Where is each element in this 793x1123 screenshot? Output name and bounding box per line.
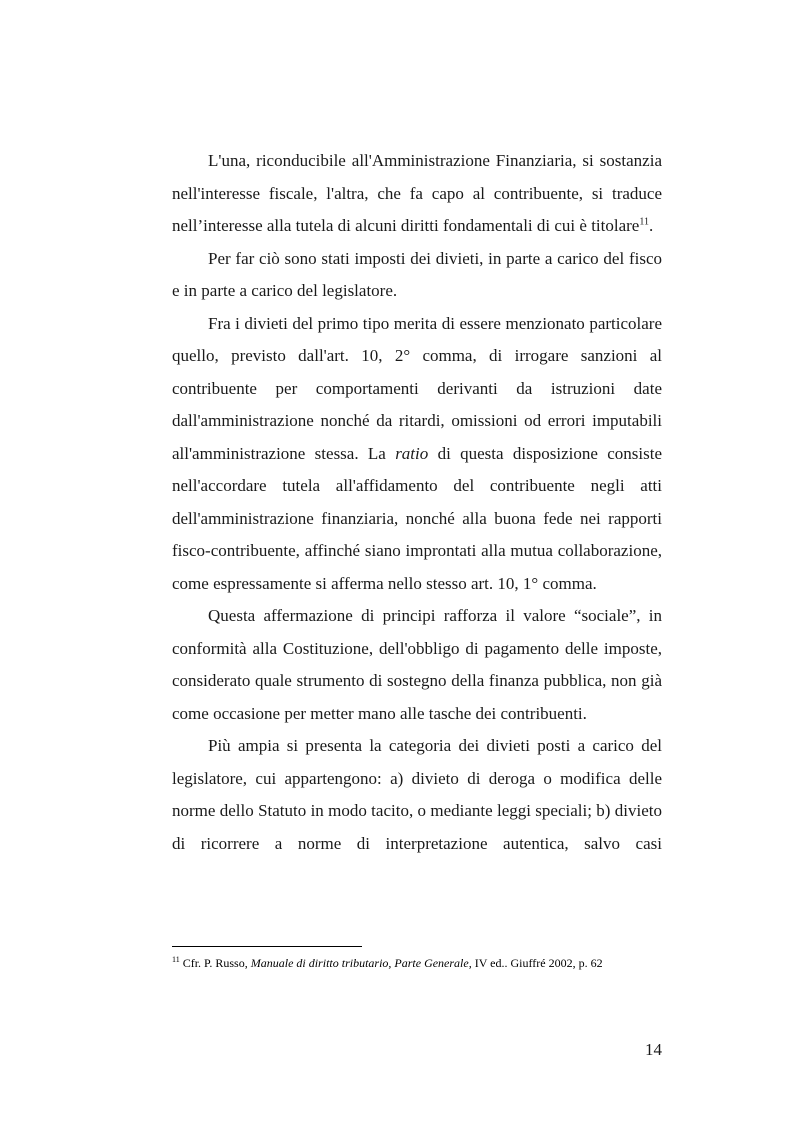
paragraph-4: Questa affermazione di principi rafforza il valore “sociale”, in conformità alla Costituzione, dell'obbligo di pagamento delle imposte, considerato quale strumento di sostegno della finanza pubblica, non già come occasione per metter mano alle tasche dei contribuenti. bbox=[172, 606, 662, 723]
body-text bbox=[172, 145, 662, 860]
paragraph-1-end: . bbox=[648, 216, 654, 235]
paragraph-3-italic: ratio bbox=[395, 443, 429, 463]
footnote-suffix: IV ed.. Giuffré 2002, p. 62 bbox=[471, 956, 603, 970]
page-number: 14 bbox=[645, 1040, 662, 1059]
paragraph-3-part2: di questa disposizione consiste nell'accordare tutela all'affidamento del contribuente negli atti dell'amministrazione finanziaria, nonché alla buona fede nei rapporti fisco-contribuente, affinché siano improntati alla mutua collaborazione, come espressamente si afferma nello stesso art. 10, 1° comma. bbox=[172, 443, 662, 593]
paragraph-2: Per far ciò sono stati imposti dei divieti, in parte a carico del fisco e in parte a carico del legislatore. bbox=[172, 248, 662, 300]
footnote-separator bbox=[172, 946, 362, 947]
footnote bbox=[172, 955, 692, 971]
footnote-prefix: Cfr. P. Russo, bbox=[179, 956, 251, 970]
footnote-reference: 11 bbox=[639, 216, 649, 228]
footnote-title: Manuale di diritto tributario, Parte Generale, bbox=[250, 956, 472, 970]
paragraph-3 bbox=[172, 308, 662, 601]
paragraph-3-part1: Fra i divieti del primo tipo merita di essere menzionato particolare quello, previsto dall'art. 10, 2° comma, di irrogare sanzioni al contribuente per comportamenti derivanti da istruzioni date dall'amministrazione nonché da ritardi, omissioni od errori imputabili all'amministrazione stessa. La bbox=[172, 313, 662, 463]
paragraph-5: Più ampia si presenta la categoria dei divieti posti a carico del legislatore, cui appartengono: a) divieto di deroga o modifica delle norme dello Statuto in modo tacito, o mediante leggi speciali; b) divieto di ricorrere a norme di interpretazione autentica, salvo casi bbox=[172, 736, 662, 853]
footnote-number: 11 bbox=[172, 955, 180, 964]
paragraph-1 bbox=[172, 145, 662, 243]
paragraph-1-text: L'una, riconducibile all'Amministrazione Finanziaria, si sostanzia nell'interesse fiscale, l'altra, che fa capo al contribuente, si traduce nell’interesse alla tutela di alcuni diritti fondamentali di cui è titolare bbox=[172, 151, 662, 235]
